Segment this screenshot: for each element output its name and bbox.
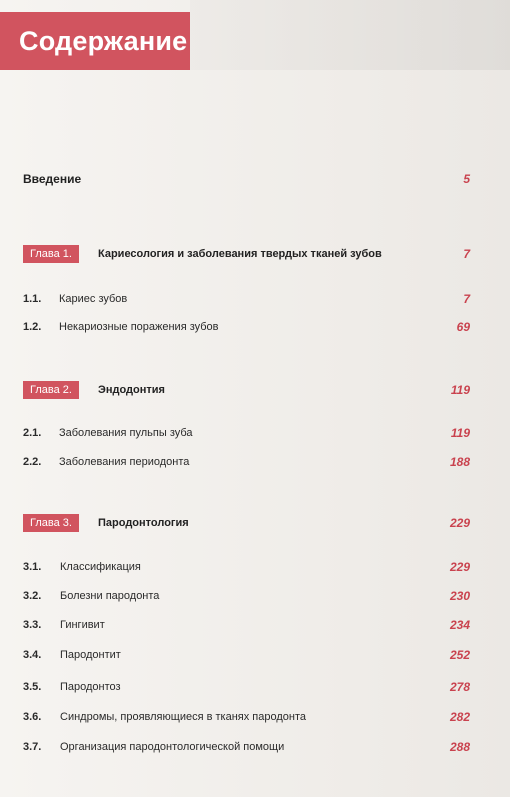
section-row[interactable] [0, 709, 510, 725]
section-row[interactable] [0, 559, 510, 575]
section-row[interactable] [0, 739, 510, 755]
section-label: Кариес зубов [59, 293, 128, 305]
intro-label: Введение [23, 172, 82, 186]
section-label: Организация пародонтологической помощи [60, 741, 285, 753]
header-band [190, 0, 510, 70]
section-number: 2.2. [23, 456, 42, 468]
section-number: 1.2. [23, 321, 42, 333]
section-label: Болезни пародонта [60, 590, 160, 602]
section-row[interactable] [0, 588, 510, 604]
page-number: 69 [456, 320, 470, 334]
section-row[interactable] [0, 679, 510, 695]
page-number: 288 [449, 740, 470, 754]
page-number: 229 [449, 560, 470, 574]
section-label: Пародонтоз [60, 681, 121, 693]
section-number: 3.7. [23, 741, 42, 753]
section-label: Пародонтит [60, 649, 121, 661]
page-number: 234 [449, 618, 470, 632]
page-number: 119 [450, 383, 470, 397]
section-number: 3.2. [23, 590, 42, 602]
chapter-badge: Глава 2. [23, 381, 79, 399]
section-row[interactable] [0, 319, 510, 335]
chapter-title: Кариесология и заболевания твердых тканей зубов [98, 248, 382, 260]
page-number: 119 [450, 426, 470, 440]
page-number: 282 [449, 710, 470, 724]
chapter-badge: Глава 1. [23, 245, 79, 263]
page-number: 7 [463, 292, 470, 306]
section-number: 2.1. [23, 427, 42, 439]
section-number: 3.4. [23, 649, 42, 661]
section-row[interactable] [0, 425, 510, 441]
section-label: Заболевания периодонта [59, 456, 190, 468]
chapter-1-row[interactable] [0, 245, 510, 263]
section-row[interactable] [0, 617, 510, 633]
page-number: 230 [449, 589, 470, 603]
title-banner [0, 12, 190, 70]
page-number: 278 [449, 680, 470, 694]
section-row[interactable] [0, 454, 510, 470]
page-number: 252 [449, 648, 470, 662]
toc-entry-intro[interactable] [0, 170, 510, 188]
page-title: Содержание [19, 25, 188, 56]
section-label: Некариозные поражения зубов [59, 321, 219, 333]
section-label: Синдромы, проявляющиеся в тканях пародонта [60, 711, 306, 723]
chapter-title: Пародонтология [98, 517, 189, 529]
section-row[interactable] [0, 291, 510, 307]
section-number: 3.5. [23, 681, 42, 693]
chapter-2-row[interactable] [0, 381, 510, 399]
page-number: 229 [449, 516, 470, 530]
section-label: Заболевания пульпы зуба [59, 427, 193, 439]
chapter-title: Эндодонтия [98, 384, 165, 396]
page-number: 188 [449, 455, 470, 469]
page-number: 5 [463, 172, 470, 186]
section-number: 3.6. [23, 711, 42, 723]
section-row[interactable] [0, 647, 510, 663]
chapter-3-row[interactable] [0, 514, 510, 532]
chapter-badge: Глава 3. [23, 514, 79, 532]
page-number: 7 [463, 247, 470, 261]
section-label: Гингивит [60, 619, 105, 631]
section-label: Классификация [60, 561, 141, 573]
section-number: 3.1. [23, 561, 42, 573]
section-number: 1.1. [23, 293, 42, 305]
section-number: 3.3. [23, 619, 42, 631]
